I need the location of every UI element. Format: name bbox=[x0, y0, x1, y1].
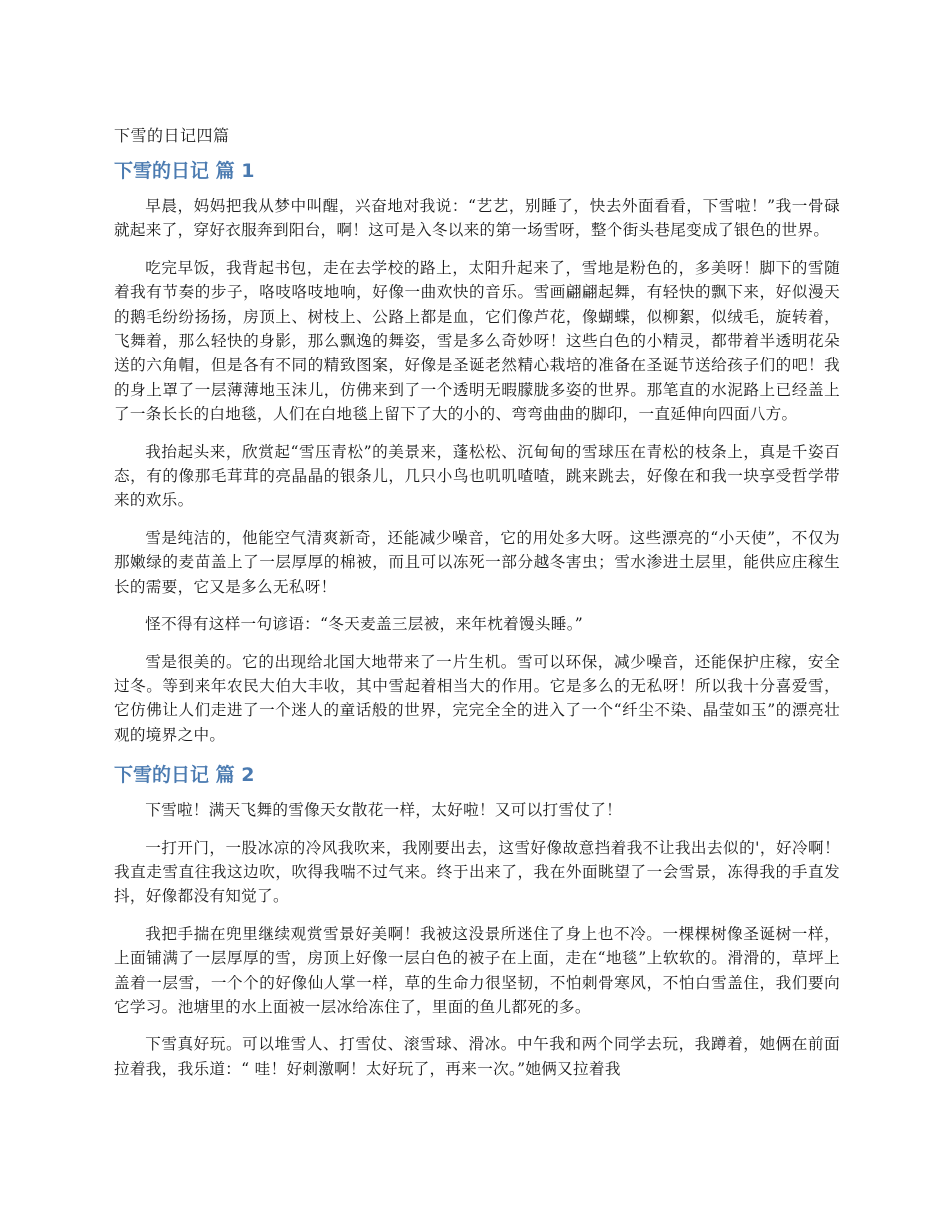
paragraph: 下雪真好玩。可以堆雪人、打雪仗、滚雪球、滑冰。中午我和两个同学去玩，我蹲着，她俩在前面拉着我，我乐道：“ 哇！好刺激啊！太好玩了，再来一次。”她俩又拉着我 bbox=[114, 1035, 840, 1078]
paragraph: 吃完早饭，我背起书包，走在去学校的路上，太阳升起来了，雪地是粉色的，多美呀！脚下的雪随着我有节奏的步子，咯吱咯吱地响，好像一曲欢快的音乐。雪画翩翩起舞，有轻快的飘下来，好似漫天的鹅毛纷纷扬扬，房顶上、树枝上、公路上都是血，它们像芦花，像蝴蝶，似柳絮，似绒毛，旋转着，飞舞着，那么轻快的身影，那么飘逸的舞姿，雪是多么奇妙呀！这些白色的小精灵，都带着半透明花朵送的六角帽，但是各有不同的精致图案，好像是圣诞老然精心栽培的准备在圣诞节送给孩子们的吧！我的身上罩了一层薄薄地玉沫儿，仿佛来到了一个透明无暇朦胧多姿的世界。那笔直的水泥路上已经盖上了一条长长的白地毯，人们在白地毯上留下了大的小的、弯弯曲曲的脚印，一直延伸向四面八方。 bbox=[114, 258, 840, 424]
paragraph: 早晨，妈妈把我从梦中叫醒，兴奋地对我说：“艺艺，别睡了，快去外面看看，下雪啦！”我一骨碌就起来了，穿好衣服奔到阳台，啊！这可是入冬以来的第一场雪呀，整个街头巷尾变成了银色的世界。 bbox=[114, 197, 840, 240]
paragraph: 下雪啦！满天飞舞的雪像天女散花一样，太好啦！又可以打雪仗了！ bbox=[145, 801, 623, 820]
document-title: 下雪的日记四篇 bbox=[114, 126, 230, 145]
paragraph: 怪不得有这样一句谚语：“冬天麦盖三层被，来年枕着馒头睡。” bbox=[145, 615, 584, 634]
paragraph: 雪是很美的。它的出现给北国大地带来了一片生机。雪可以环保，减少噪音，还能保护庄稼，安全过冬。等到来年农民大伯大丰收，其中雪起着相当大的作用。它是多么的无私呀！所以我十分喜爱雪，它仿佛让人们走进了一个迷人的童话般的世界，完完全全的进入了一个“纤尘不染、晶莹如玉”的漂亮壮观的境界之中。 bbox=[114, 652, 840, 744]
paragraph: 我把手揣在兜里继续观赏雪景好美啊！我被这没景所迷住了身上也不冷。一棵棵树像圣诞树一样，上面铺满了一层厚厚的雪，房顶上好像一层白色的被子在上面，走在“地毯”上软软的。滑滑的，草坪上盖着一层雪，一个个的好像仙人掌一样，草的生命力很坚韧，不怕刺骨寒风，不怕白雪盖住，我们要向它学习。池塘里的水上面被一层冰给冻住了，里面的鱼儿都死的多。 bbox=[114, 924, 840, 1016]
paragraph: 雪是纯洁的，他能空气清爽新奇，还能减少噪音，它的用处多大呀。这些漂亮的“小天使”，不仅为那嫩绿的麦苗盖上了一层厚厚的棉被，而且可以冻死一部分越冬害虫；雪水渗进土层里，能供应庄稼生长的需要，它又是多么无私呀！ bbox=[114, 528, 840, 596]
section-heading-1: 下雪的日记 篇 1 bbox=[114, 160, 255, 182]
section-2 bbox=[114, 760, 840, 1081]
document-page bbox=[114, 122, 840, 1094]
paragraph: 我抬起头来，欣赏起“雪压青松”的美景来，蓬松松、沉甸甸的雪球压在青松的枝条上，真是千姿百态，有的像那毛茸茸的亮晶晶的银条儿，几只小鸟也叽叽喳喳，跳来跳去，好像在和我一块享受哲学带来的欢乐。 bbox=[114, 442, 840, 510]
section-heading-2: 下雪的日记 篇 2 bbox=[114, 764, 255, 787]
paragraph: 一打开门，一股冰凉的冷风我吹来，我刚要出去，这雪好像故意挡着我不让我出去似的'，好冷啊！我直走雪直往我这边吹，吹得我喘不过气来。终于出来了，我在外面眺望了一会雪景，冻得我的手直发抖，好像都没有知觉了。 bbox=[114, 838, 840, 906]
section-1 bbox=[114, 156, 840, 747]
